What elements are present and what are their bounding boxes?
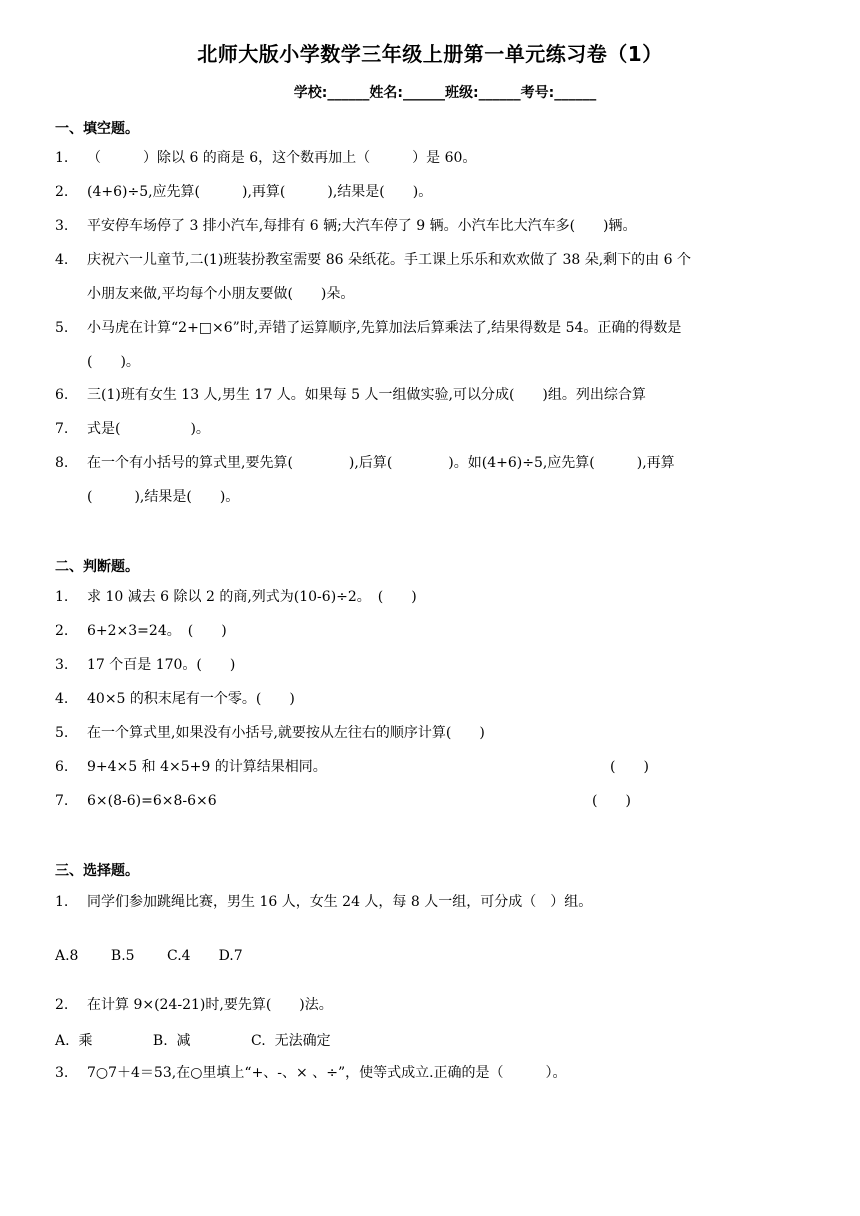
question-text: 求 10 减去 6 除以 2 的商,列式为(10-6)÷2。 ( ) [87, 589, 417, 605]
student-info-line: 学校:______姓名:______班级:______考号:______ [293, 85, 597, 101]
judge-question-1 [55, 580, 835, 614]
question-text: 平安停车场停了 3 排小汽车,每排有 6 辆;大汽车停了 9 辆。小汽车比大汽车多( )辆。 [87, 218, 637, 234]
page-title: 北师大版小学数学三年级上册第一单元练习卷（1） [197, 42, 663, 66]
answer-parentheses: ( ) [610, 759, 649, 775]
question-text: 6×(8-6)=6×8-6×6 [87, 793, 217, 809]
question-text: 三(1)班有女生 13 人,男生 17 人。如果每 5 人一组做实验,可以分成( )组。列出综合算 [87, 387, 646, 403]
fill-question-7 [55, 412, 835, 446]
fill-question-3 [55, 209, 835, 243]
question-text-line-1: 小马虎在计算“2+□×6”时,弄错了运算顺序,先算加法后算乘法了,结果得数是 54。正确的得数是 [87, 320, 682, 336]
answer-parentheses: ( ) [592, 793, 631, 809]
question-number: 3. [55, 218, 69, 234]
question-number: 5. [55, 320, 69, 336]
question-text: 6+2×3=24。 ( ) [87, 623, 227, 639]
question-number: 1. [55, 589, 69, 605]
question-text: 在一个算式里,如果没有小括号,就要按从左往右的顺序计算( ) [87, 725, 485, 741]
question-text: 同学们参加跳绳比赛，男生 16 人，女生 24 人，每 8 人一组，可分成（ ）组。 [87, 894, 593, 910]
question-number: 2. [55, 184, 69, 200]
question-number: 4. [55, 691, 69, 707]
judge-question-7 [55, 784, 835, 818]
question-number: 8. [55, 455, 69, 471]
question-number: 6. [55, 759, 69, 775]
question-number: 3. [55, 1065, 69, 1081]
question-text-line-2: ( ),结果是( )。 [87, 489, 240, 505]
question-number: 2. [55, 997, 69, 1013]
question-text-line-1: 在一个有小括号的算式里,要先算( ),后算( )。如(4+6)÷5,应先算( ),再算 [87, 455, 675, 471]
fill-question-5 [55, 311, 835, 379]
question-text-line-2: ( )。 [87, 354, 140, 370]
question-text-line-1: 庆祝六一儿童节,二(1)班装扮教室需要 86 朵纸花。手工课上乐乐和欢欢做了 38 朵,剩下的由 6 个 [87, 252, 691, 268]
question-number: 1. [55, 150, 69, 166]
judge-question-4 [55, 682, 835, 716]
fill-question-6 [55, 378, 835, 412]
fill-question-8 [55, 446, 835, 514]
choice-question-1 [55, 885, 835, 919]
question-text: 7○7＋4＝53,在○里填上“+、-、× 、÷”，使等式成立.正确的是（ ）。 [87, 1065, 567, 1081]
question-text: 9+4×5 和 4×5+9 的计算结果相同。 [87, 759, 327, 775]
question-text: 式是( )。 [87, 421, 210, 437]
section-heading-fill: 一、填空题。 [55, 121, 139, 137]
judge-question-3 [55, 648, 835, 682]
question-text-line-2: 小朋友来做,平均每个小朋友要做( )朵。 [87, 286, 355, 302]
judge-question-2 [55, 614, 835, 648]
choice-question-2 [55, 988, 835, 1022]
question-number: 3. [55, 657, 69, 673]
judge-question-5 [55, 716, 835, 750]
question-text: 在计算 9×(24-21)时,要先算( )法。 [87, 997, 333, 1013]
choice-question-2-options: A. 乘 B. 减 C. 无法确定 [55, 1033, 331, 1049]
question-number: 4. [55, 252, 69, 268]
question-number: 6. [55, 387, 69, 403]
choice-question-1-options: A.8 B.5 C.4 D.7 [55, 948, 243, 964]
fill-question-4 [55, 243, 835, 311]
judge-question-6 [55, 750, 835, 784]
question-text: 17 个百是 170。( ) [87, 657, 236, 673]
question-text: 40×5 的积末尾有一个零。( ) [87, 691, 295, 707]
question-number: 2. [55, 623, 69, 639]
question-number: 7. [55, 793, 69, 809]
question-text: (4+6)÷5,应先算( ),再算( ),结果是( )。 [87, 184, 433, 200]
question-text: （ ）除以 6 的商是 6，这个数再加上（ ）是 60。 [87, 150, 477, 166]
question-number: 7. [55, 421, 69, 437]
fill-question-2 [55, 175, 835, 209]
fill-question-1 [55, 141, 835, 175]
choice-question-3 [55, 1056, 835, 1090]
question-number: 1. [55, 894, 69, 910]
question-number: 5. [55, 725, 69, 741]
section-heading-judge: 二、判断题。 [55, 559, 139, 575]
section-heading-choice: 三、选择题。 [55, 863, 139, 879]
